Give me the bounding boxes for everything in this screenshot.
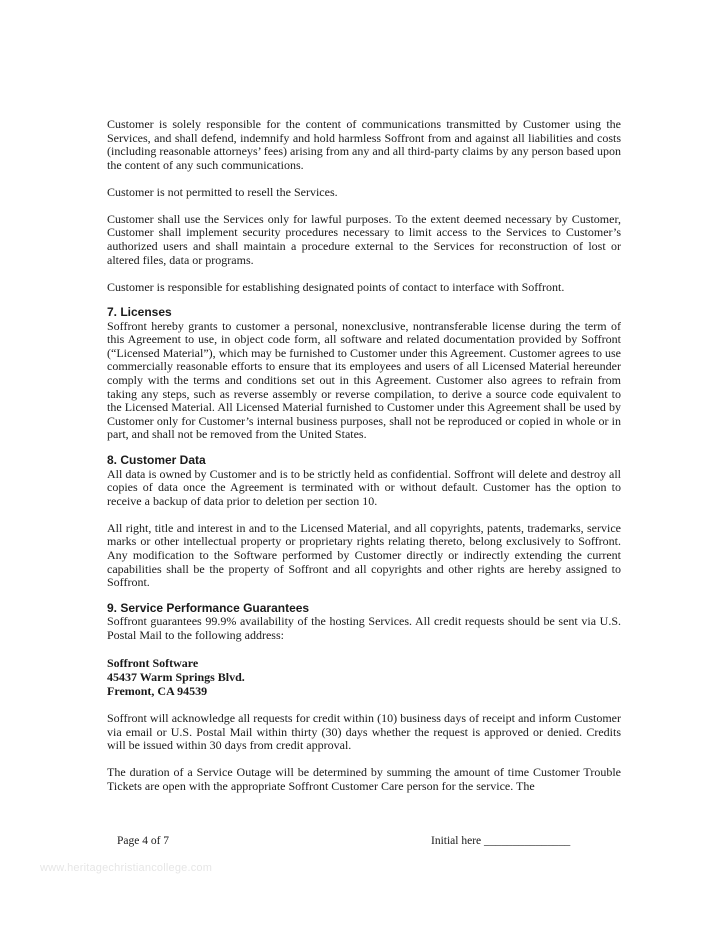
paragraph-lawful-use: Customer shall use the Services only for lawful purposes. To the extent deemed necessary by Customer, Customer shall implement security procedures necessary to limit access to the Services to Customer’s authorized users and shall maintain a procedure external to the Services for reconstruction of lost or altered files, data or programs.	[107, 211, 621, 267]
paragraph-points-of-contact: Customer is responsible for establishing designated points of contact to interface with Soffront.	[107, 279, 565, 294]
paragraph-guarantees-1: Soffront guarantees 99.9% availability of the hosting Services. All credit requests should be sent via U.S. Postal Mail to the following address:	[107, 614, 621, 642]
document-body	[107, 118, 621, 807]
paragraph-guarantees-2: Soffront will acknowledge all requests for credit within (10) business days of receipt and inform Customer via email or U.S. Postal Mail within thirty (30) days whether the request is approved or denied. Credits will be issued within 30 days from credit approval.	[107, 710, 621, 753]
address-line-company: Soffront Software	[107, 655, 199, 670]
address-line-city: Fremont, CA 94539	[107, 684, 208, 699]
paragraph-customer-data-1: All data is owned by Customer and is to be strictly held as confidential. Soffront will delete and destroy all copies of data once the Agreement is terminated with or without default. Customer has the option to receive a backup of data prior to deletion per section 10.	[107, 466, 621, 508]
initial-line: Initial here _______________	[431, 835, 571, 847]
mailing-address	[107, 656, 621, 699]
paragraph-no-resell: Customer is not permitted to resell the Services.	[107, 184, 338, 199]
paragraph-content-responsibility: Customer is solely responsible for the content of communications transmitted by Customer using the Services, and shall defend, indemnify and hold harmless Soffront from and against all liabilities and costs (including reasonable attorneys’ fees) arising from any and all third-party claims by any person based upon the content of any such communications.	[107, 117, 621, 172]
page-number: Page 4 of 7	[117, 835, 170, 847]
heading-customer-data: 8. Customer Data	[107, 453, 206, 468]
paragraph-guarantees-3: The duration of a Service Outage will be determined by summing the amount of time Customer Trouble Tickets are open with the appropriate Soffront Customer Care person for the service. The	[107, 765, 621, 793]
address-line-street: 45437 Warm Springs Blvd.	[107, 670, 245, 685]
watermark-text: www.heritagechristiancollege.com	[40, 862, 213, 874]
paragraph-customer-data-2: All right, title and interest in and to the Licensed Material, and all copyrights, patents, trademarks, service marks or other intellectual property or proprietary rights relating thereto, belong exclusively to Soffront. Any modification to the Software performed by Customer directly or indirectly extending the current capabilities shall be the property of Soffront and all copyrights and other rights are hereby assigned to Soffront.	[107, 520, 621, 590]
heading-licenses: 7. Licenses	[107, 305, 172, 320]
paragraph-licenses: Soffront hereby grants to customer a personal, nonexclusive, nontransferable license during the term of this Agreement to use, in object code form, all software and related documentation provided by Soffront (“Licensed Material”), which may be furnished to Customer under this Agreement. Customer agrees to use commercially reasonable efforts to ensure that its employees and users of all Licensed Material hereunder comply with the terms and conditions set out in this Agreement. Customer also agrees to refrain from taking any steps, such as reverse assembly or reverse compilation, to derive a source code equivalent to the Licensed Material. All Licensed Material furnished to Customer under this Agreement shall be used by Customer only for Customer’s internal business purposes, shall not be reproduced or copied in whole or in part, and shall not be removed from the United States.	[107, 318, 621, 442]
heading-service-guarantees: 9. Service Performance Guarantees	[107, 600, 310, 615]
